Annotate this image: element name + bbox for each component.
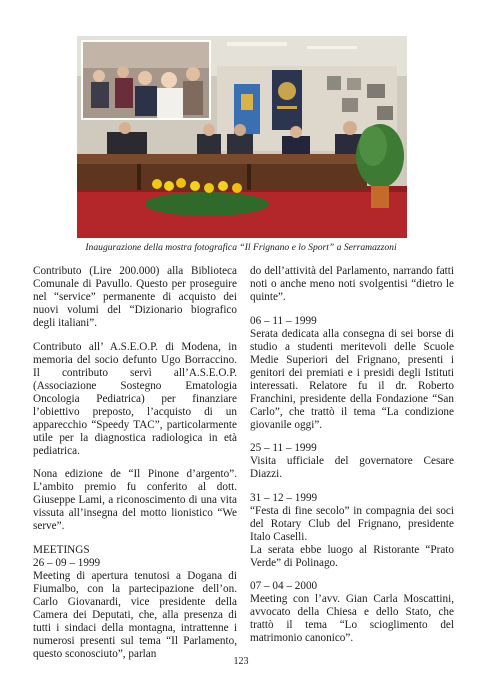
paragraph-pinone: Nona edizione de “Il Pinone d’argento”. L’ambito premio fu conferito al dott. Giuseppe Lami, a riconoscimento di una vita vissuta all’insegna del motto lionistico “We serve”. bbox=[33, 468, 237, 532]
right-column bbox=[250, 265, 454, 645]
paragraph-continued: do dell’attività del Parlamento, narrando fatti noti o anche meno noti svolgentisi “dietro le quinte”. bbox=[250, 265, 454, 303]
photo-caption: Inaugurazione della mostra fotografica “Il Frignano e lo Sport” a Serramazzoni bbox=[85, 242, 397, 253]
meeting-text: Visita ufficiale del governatore Cesare Diazzi. bbox=[250, 455, 454, 480]
meeting-text: Meeting di apertura tenutosi a Dogana di Fiumalbo, con la partecipazione dell’on. Carlo Giovanardi, vice presidente della Camera dei Deputati, che, alla presenza di tutti i sindaci della montagna, intrattenne i numerosi presenti sul tema “Il Parlamento, questo sconosciuto”, parlan bbox=[33, 569, 237, 660]
meeting-text: “Festa di fine secolo” in compagnia dei soci del Rotary Club del Frignano, presidente Italo Caselli. bbox=[250, 504, 454, 543]
meeting-text: Serata dedicata alla consegna di sei borse di studio a studenti meritevoli delle Scuole Medie Superiori del Frignano, presenti i genitori dei premiati e i presidi degli Istituti interessati. Relatore fu il dr. Roberto Franchini, presidente della Fondazione “San Carlo”, che trattò il tema “La condizione giovanile oggi”. bbox=[250, 327, 454, 431]
page-number: 123 bbox=[233, 656, 249, 667]
meeting-date: 25 – 11 – 1999 bbox=[250, 442, 317, 454]
event-photo bbox=[77, 36, 407, 238]
paragraph-biblioteca: Contributo (Lire 200.000) alla Biblioteca Comunale di Pavullo. Questo per proseguire nel “service” permanente di acquisto dei nuovi volumi del “Dizionario biografico degli italiani”. bbox=[33, 265, 237, 329]
meeting-date: 06 – 11 – 1999 bbox=[250, 314, 317, 327]
meeting-text: Meeting con l’avv. Gian Carla Moscattini, avvocato della Chiesa e dello Stato, che trattò il tema “Lo scioglimento del matrimonio canonico”. bbox=[250, 593, 454, 644]
meetings-heading: MEETINGS bbox=[33, 543, 90, 556]
meeting-text: La serata ebbe luogo al Ristorante “Prato Verde” di Polinago. bbox=[250, 543, 454, 569]
paragraph-aseop: Contributo all’ A.S.E.O.P. di Modena, in memoria del socio defunto Ugo Borraccino. Il contributo servì all’A.S.E.O.P. (Associazione Sostegno Ematologia Oncologia Pediatrica) per finanziare l’obiettivo preposto, l’acquisto di un apparecchio “Speedy TAC”, particolarmente utile per la diagnostica radiologica in età pediatrica. bbox=[33, 340, 237, 457]
meeting-date: 31 – 12 – 1999 bbox=[250, 491, 318, 504]
left-column bbox=[33, 265, 237, 661]
meeting-date: 26 – 09 – 1999 bbox=[33, 556, 101, 569]
meeting-date: 07 – 04 – 2000 bbox=[250, 580, 318, 592]
